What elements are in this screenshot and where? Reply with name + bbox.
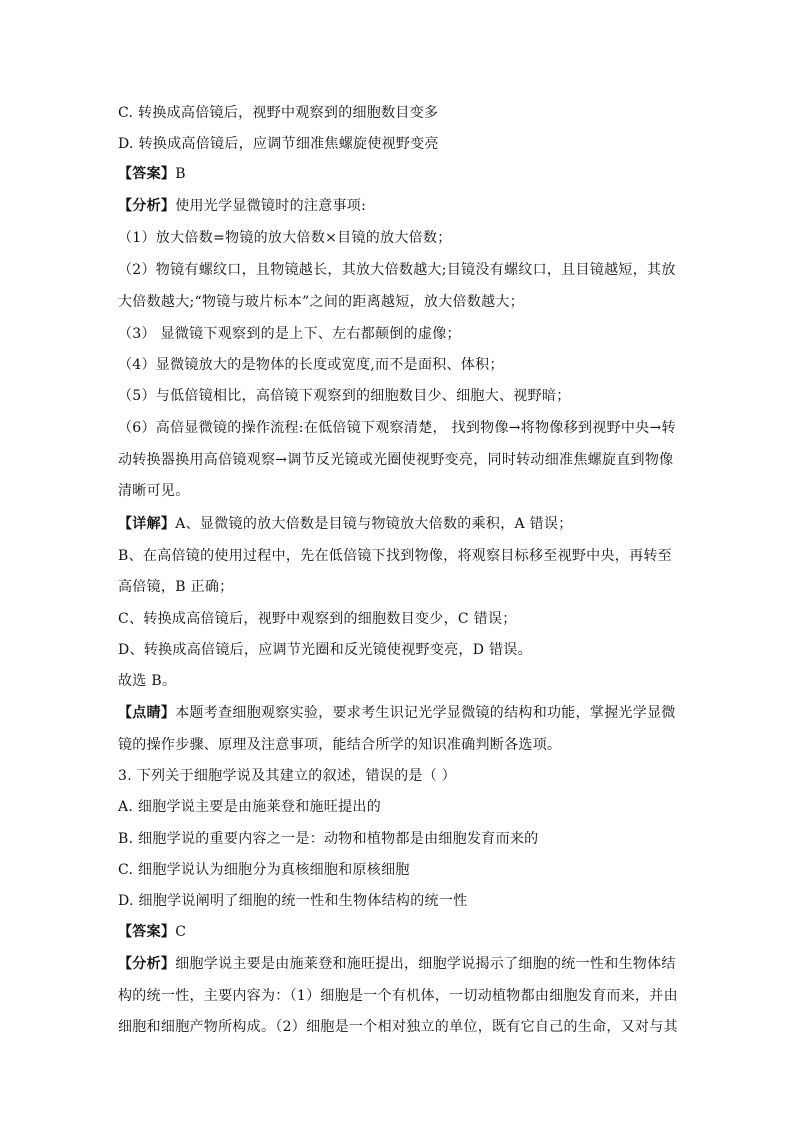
detail-c-line: C、转换成高倍镜后，视野中观察到的细胞数目变少，C 错误；	[118, 611, 517, 627]
detail-b-cont: 高倍镜，B 正确；	[118, 579, 234, 595]
option-c-line: C. 转换成高倍镜后，视野中观察到的细胞数目变多	[118, 105, 439, 121]
q3-option-d: D. 细胞学说阐明了细胞的统一性和生物体结构的统一性	[118, 893, 468, 909]
option-d-line: D. 转换成高倍镜后，应调节细准焦螺旋使视野变亮	[118, 136, 439, 152]
comment-line: 【点睛】本题考查细胞观察实验，要求考生识记光学显微镜的结构和功能，掌握光学显微	[118, 705, 676, 721]
answer-line: 【答案】B	[118, 166, 186, 182]
analysis-point-1: （1）放大倍数=物镜的放大倍数×目镜的放大倍数；	[118, 230, 452, 246]
choose-line: 故选 B。	[118, 673, 177, 689]
detail-b-line: B、在高倍镜的使用过程中，先在低倍镜下找到物像，将观察目标移至视野中央，再转至	[118, 548, 672, 564]
analysis-point-6: （6）高倍显微镜的操作流程:在低倍镜下观察清楚， 找到物像→将物像移到视野中央→转	[118, 420, 676, 436]
analysis-point-6-cont: 动转换器换用高倍镜观察→调节反光镜或光圈使视野变亮，同时转动细准焦螺旋直到物像	[118, 452, 674, 468]
q3-option-c: C. 细胞学说认为细胞分为真核细胞和原核细胞	[118, 862, 410, 878]
q3-analysis-cont-2: 细胞和细胞产物所构成。（2）细胞是一个相对独立的单位，既有它自己的生命，又对与其	[118, 1019, 678, 1035]
analysis-point-3: （3） 显微镜下观察到的是上下、左右都颠倒的虚像；	[118, 326, 461, 342]
analysis-point-5: （5）与低倍镜相比，高倍镜下观察到的细胞数目少、细胞大、视野暗；	[118, 388, 571, 404]
q3-option-b: B. 细胞学说的重要内容之一是：动物和植物都是由细胞发育而来的	[118, 831, 539, 847]
analysis-point-2-cont: 大倍数越大;“物镜与玻片标本”之间的距离越短，放大倍数越大；	[118, 294, 525, 310]
detail-line: 【详解】A、显微镜的放大倍数是目镜与物镜放大倍数的乘积，A 错误；	[118, 516, 573, 532]
q3-analysis-line: 【分析】细胞学说主要是由施莱登和施旺提出，细胞学说揭示了细胞的统一性和生物体结	[118, 956, 676, 972]
analysis-point-2: （2）物镜有螺纹口，且物镜越长，其放大倍数越大;目镜没有螺纹口，且目镜越短，其放	[118, 262, 676, 278]
comment-line-cont: 镜的操作步骤、原理及注意事项，能结合所学的知识准确判断各选项。	[118, 737, 562, 753]
analysis-point-4: （4）显微镜放大的是物体的长度或宽度,而不是面积、体积；	[118, 357, 504, 373]
analysis-tag: 【分析】	[118, 198, 176, 214]
comment-tag: 【点睛】	[118, 705, 176, 721]
q3-answer-line: 【答案】C	[118, 924, 187, 940]
q3-option-a: A. 细胞学说主要是由施莱登和施旺提出的	[118, 799, 382, 815]
detail-d-line: D、转换成高倍镜后，应调节光圈和反光镜使视野变亮，D 错误。	[118, 642, 532, 658]
answer-tag: 【答案】	[118, 924, 176, 940]
answer-tag: 【答案】	[118, 166, 176, 182]
analysis-line: 【分析】使用光学显微镜时的注意事项:	[118, 198, 367, 214]
analysis-point-6-end: 清晰可见。	[118, 483, 190, 499]
question-3: 3. 下列关于细胞学说及其建立的叙述，错误的是（ ）	[118, 768, 457, 784]
detail-tag: 【详解】	[118, 516, 176, 532]
analysis-tag: 【分析】	[118, 956, 176, 972]
q3-analysis-cont-1: 构的统一性，主要内容为：（1）细胞是一个有机体，一切动植物都由细胞发育而来，并由	[118, 988, 678, 1004]
